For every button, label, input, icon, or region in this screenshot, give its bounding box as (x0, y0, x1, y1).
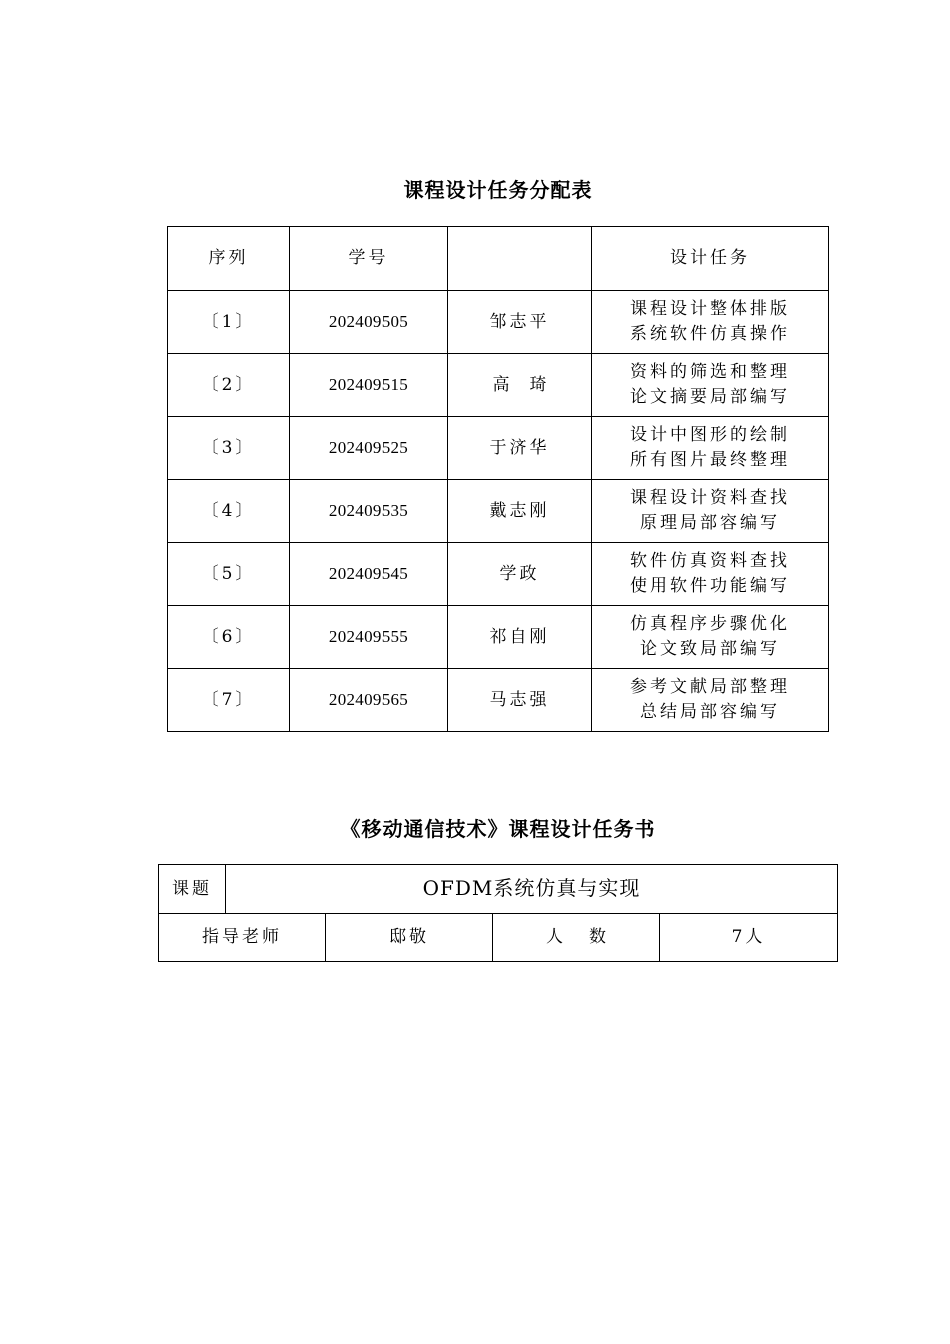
task-book-title: 《移动通信技术》课程设计任务书 (340, 817, 656, 841)
row-name: 马志强 (448, 669, 592, 732)
header-student-id: 学号 (290, 227, 448, 291)
row-seq: 〔1〕 (168, 291, 290, 354)
table-row (168, 669, 829, 732)
table-row (168, 417, 829, 480)
row-name: 邹志平 (448, 291, 592, 354)
table-row (168, 606, 829, 669)
row-task: 课程设计资料查找 原理局部容编写 (592, 480, 829, 543)
table-row (168, 543, 829, 606)
row-student-id: 202409565 (290, 669, 448, 732)
row-seq: 〔4〕 (168, 480, 290, 543)
row-task: 资料的筛选和整理 论文摘要局部编写 (592, 354, 829, 417)
topic-value-cell: OFDM系统仿真与实现 (226, 865, 838, 914)
row-seq: 〔2〕 (168, 354, 290, 417)
header-seq: 序列 (168, 227, 290, 291)
row-student-id: 202409545 (290, 543, 448, 606)
table-row (168, 354, 829, 417)
table-row (168, 480, 829, 543)
row-student-id: 202409535 (290, 480, 448, 543)
info-row (159, 914, 838, 962)
topic-row (159, 865, 838, 914)
allocation-table (167, 226, 829, 732)
row-student-id: 202409515 (290, 354, 448, 417)
row-task: 课程设计整体排版 系统软件仿真操作 (592, 291, 829, 354)
row-name: 于济华 (448, 417, 592, 480)
row-name: 戴志刚 (448, 480, 592, 543)
header-name (448, 227, 592, 291)
row-seq: 〔6〕 (168, 606, 290, 669)
row-seq: 〔3〕 (168, 417, 290, 480)
row-task: 设计中图形的绘制 所有图片最终整理 (592, 417, 829, 480)
row-student-id: 202409505 (290, 291, 448, 354)
advisor-label-cell: 指导老师 (159, 914, 326, 962)
header-task: 设计任务 (592, 227, 829, 291)
task-book-table (158, 864, 838, 962)
row-student-id: 202409555 (290, 606, 448, 669)
row-task: 参考文献局部整理 总结局部容编写 (592, 669, 829, 732)
count-value-cell: 7人 (660, 914, 838, 962)
count-label-cell: 人数 (493, 914, 660, 962)
allocation-table-title: 课程设计任务分配表 (403, 178, 593, 202)
row-task: 仿真程序步骤优化 论文致局部编写 (592, 606, 829, 669)
row-seq: 〔5〕 (168, 543, 290, 606)
table-row (168, 291, 829, 354)
row-name: 学政 (448, 543, 592, 606)
row-name: 高琦 (448, 354, 592, 417)
row-name: 祁自刚 (448, 606, 592, 669)
table-header-row (168, 227, 829, 291)
row-student-id: 202409525 (290, 417, 448, 480)
row-task: 软件仿真资料查找 使用软件功能编写 (592, 543, 829, 606)
topic-label-cell: 课题 (159, 865, 226, 914)
row-seq: 〔7〕 (168, 669, 290, 732)
advisor-value-cell: 邸敬 (326, 914, 493, 962)
